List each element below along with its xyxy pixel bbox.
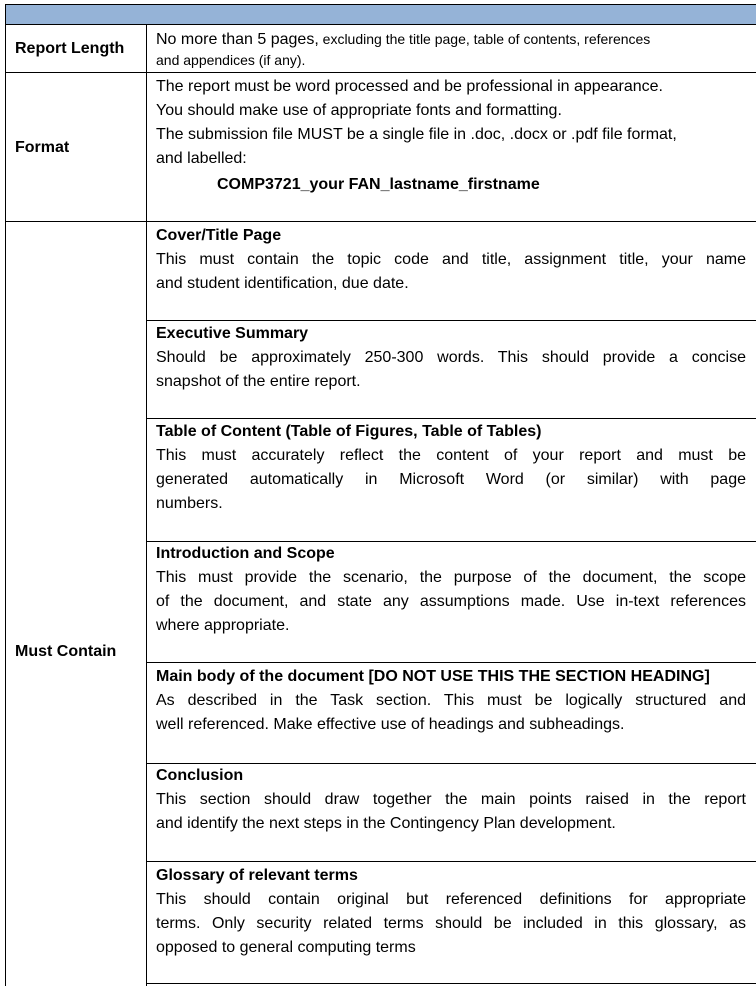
section-line: Should be approximately 250-300 words. This should provide a concise: [156, 349, 746, 366]
section-heading: Table of Content (Table of Figures, Table of Tables): [156, 423, 542, 440]
format-label-cell: [5, 73, 147, 222]
section-line: terms. Only security related terms should be included in this glossary, as: [156, 915, 746, 932]
section-line: generated automatically in Microsoft Word (or similar) with page: [156, 471, 746, 488]
report-length-content-cell: [147, 25, 756, 73]
section-line: As described in the Task section. This must be logically structured and: [156, 692, 746, 709]
section-main-body: [147, 663, 756, 764]
submission-filename: COMP3721_your FAN_lastname_firstname: [217, 176, 540, 193]
section-executive-summary: [147, 321, 756, 419]
section-line: This should contain original but referenced definitions for appropriate: [156, 891, 746, 908]
section-line: This section should draw together the main points raised in the report: [156, 791, 746, 808]
section-table-of-content: [147, 419, 756, 542]
section-line: where appropriate.: [156, 617, 290, 634]
section-introduction-scope: [147, 542, 756, 663]
format-line: The report must be word processed and be professional in appearance.: [156, 78, 663, 95]
section-line: This must provide the scenario, the purpose of the document, the scope: [156, 569, 746, 586]
section-line: opposed to general computing terms: [156, 939, 416, 956]
section-cover-title: [147, 222, 756, 321]
section-line: This must accurately reflect the content of your report and must be: [156, 447, 746, 464]
report-length-small-text-1: excluding the title page, table of contents, references: [318, 31, 651, 47]
section-line: and student identification, due date.: [156, 275, 409, 292]
must-contain-label: Must Contain: [15, 643, 117, 660]
section-conclusion: [147, 764, 756, 862]
section-line: numbers.: [156, 495, 223, 512]
section-line: of the document, and state any assumptions made. Use in-text references: [156, 593, 746, 610]
report-length-small-text-2: and appendices (if any).: [156, 52, 306, 68]
section-line: snapshot of the entire report.: [156, 373, 361, 390]
section-heading: Main body of the document [DO NOT USE THIS THE SECTION HEADING]: [156, 668, 710, 685]
report-length-line-2: [156, 49, 305, 71]
section-heading: Glossary of relevant terms: [156, 867, 358, 884]
section-line: and identify the next steps in the Contingency Plan development.: [156, 815, 616, 832]
section-heading: Conclusion: [156, 767, 244, 784]
section-glossary: [147, 862, 756, 986]
format-line: and labelled:: [156, 150, 247, 167]
table-header-row: [5, 4, 756, 25]
section-line: This must contain the topic code and title, assignment title, your name: [156, 251, 746, 268]
format-line: You should make use of appropriate fonts and formatting.: [156, 102, 562, 119]
section-heading: Cover/Title Page: [156, 227, 282, 244]
section-heading: Introduction and Scope: [156, 545, 335, 562]
section-line: well referenced. Make effective use of headings and subheadings.: [156, 716, 625, 733]
report-length-main-text: No more than 5 pages,: [156, 31, 319, 48]
report-length-label-cell: [5, 25, 147, 73]
must-contain-label-cell: [5, 222, 147, 986]
table-bottom-rule: [147, 983, 756, 984]
format-content-cell: [147, 73, 756, 222]
report-length-label: Report Length: [15, 40, 125, 57]
format-line: The submission file MUST be a single file in .doc, .docx or .pdf file format,: [156, 126, 677, 143]
format-label: Format: [15, 139, 70, 156]
section-heading: Executive Summary: [156, 325, 309, 342]
